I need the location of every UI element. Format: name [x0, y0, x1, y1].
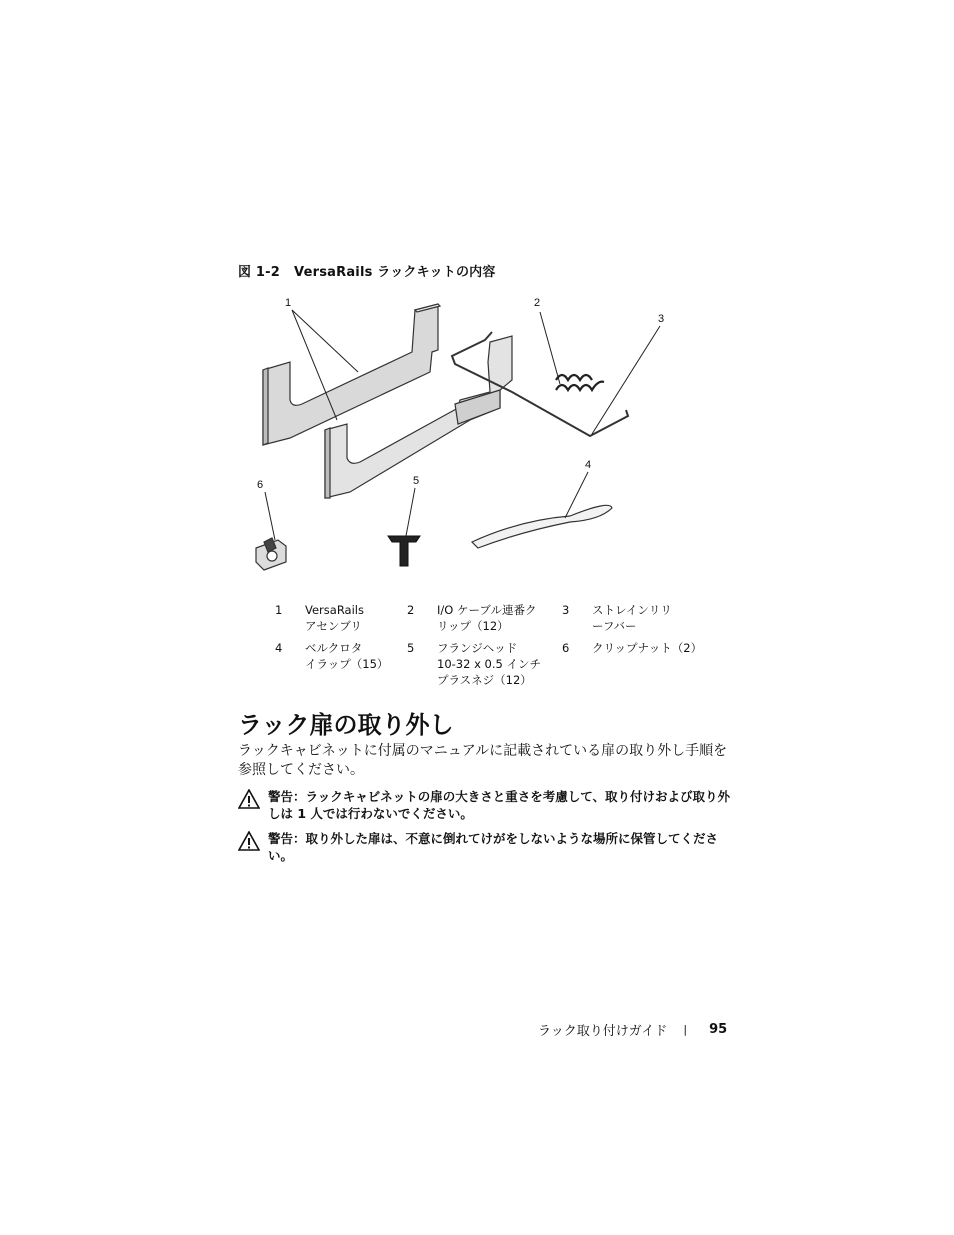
figure-number: 図 1-2 [238, 265, 281, 280]
versarails-assembly-back [263, 304, 440, 445]
legend-line: イラップ（15） [305, 657, 389, 671]
callout-1: 1 [285, 297, 292, 309]
legend-num: 1 [275, 603, 283, 617]
callout-5: 5 [413, 475, 420, 487]
cable-clips [556, 375, 604, 390]
legend-line: クリップナット（2） [592, 641, 703, 655]
warning-triangle-icon [238, 788, 268, 822]
legend-num: 3 [562, 603, 570, 617]
legend-text [305, 602, 407, 634]
strain-relief-bar [452, 332, 628, 436]
velcro-strap [472, 505, 612, 548]
legend-row [270, 602, 740, 634]
legend-line: ストレインリリ [592, 603, 672, 617]
rack-kit-illustration [0, 0, 954, 600]
callout-3: 3 [658, 313, 665, 325]
page-number: 95 [709, 1022, 728, 1037]
legend-text [305, 640, 407, 688]
callout-4: 4 [585, 459, 592, 471]
legend-text [592, 602, 702, 634]
warning-text: 警告：ラックキャビネットの扉の大きさと重さを考慮して、取り付けおよび取り外しは 1 人では行わないでください。 [268, 789, 731, 821]
legend-num: 5 [407, 641, 415, 655]
legend-line: VersaRails [305, 603, 364, 617]
section-heading: ラック扉の取り外し [238, 711, 454, 739]
legend-line: リップ（12） [437, 619, 509, 633]
warning-triangle-icon [238, 830, 268, 864]
legend-line: ベルクロタ [305, 641, 363, 655]
warning-text: 警告：取り外した扉は、不意に倒れてけがをしないような場所に保管してください。 [268, 831, 719, 863]
legend-num: 4 [275, 641, 283, 655]
legend-line: フランジヘッド [437, 641, 518, 655]
legend-row [270, 640, 740, 688]
legend-text [592, 640, 702, 688]
legend-text [437, 640, 562, 688]
legend-line: ーフバー [592, 619, 637, 633]
footer-section-title: ラック取り付けガイド [538, 1024, 668, 1039]
legend-line: 10-32 x 0.5 インチ [437, 657, 541, 671]
legend-text [437, 602, 562, 634]
figure-legend [270, 602, 740, 694]
callout-6: 6 [257, 479, 264, 491]
legend-line: I/O ケーブル連番ク [437, 603, 537, 617]
legend-num: 2 [407, 603, 415, 617]
legend-line: アセンブリ [305, 619, 362, 633]
flange-head-screw [388, 536, 420, 566]
page-footer [538, 1020, 727, 1039]
legend-num: 6 [562, 641, 570, 655]
warning-block [238, 830, 738, 864]
section-body: ラックキャビネットに付属のマニュアルに記載されている扉の取り外し手順を参照してください。 [238, 743, 728, 778]
footer-separator: | [683, 1023, 688, 1036]
figure-title: VersaRails ラックキットの内容 [294, 265, 496, 280]
legend-line: プラスネジ（12） [437, 673, 532, 687]
clip-nut [256, 538, 286, 570]
callout-2: 2 [534, 297, 541, 309]
warning-block [238, 788, 738, 822]
